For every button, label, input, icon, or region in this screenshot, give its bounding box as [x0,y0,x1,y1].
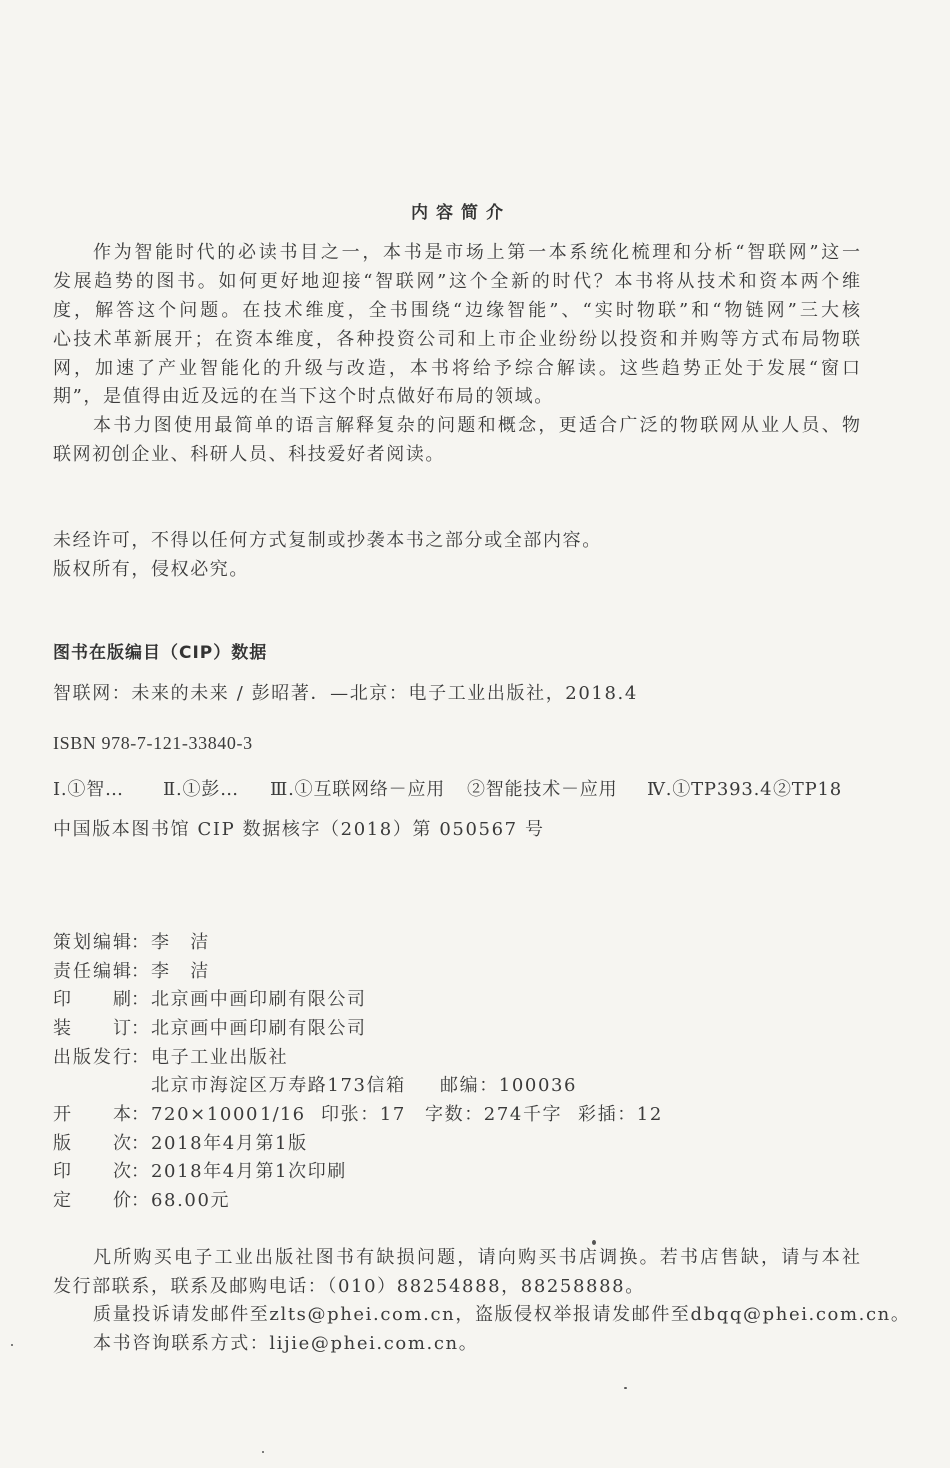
word-count: 字数：274千字 [425,1103,563,1125]
footer-line: 凡所购买电子工业出版社图书有缺损问题，请向购买书店调换。若书店售缺，请与本社 [93,1247,860,1268]
credit-row [53,1187,860,1216]
cip-record: 智联网：未来的未来 / 彭昭著．—北京：电子工业出版社，2018.4 [53,683,638,704]
text-line: 网，加速了产业智能化的升级与改造，本书将给予综合解读。这些趋势正处于发展“窗口 [53,357,860,379]
text-line: 联网初创企业、科研人员、科技爱好者阅读。 [53,444,445,466]
credit-separator: ： [131,989,149,1011]
copyright-notice [53,527,860,584]
credit-separator: ： [131,1017,149,1039]
text-line: 度，解答这个问题。在技术维度，全书围绕“边缘智能”、“实时物联”和“物链网”三大核 [53,299,860,321]
credit-label: 装订 [53,1017,131,1039]
credit-row-address [53,1072,860,1101]
format-fraction: 1/16 [260,1103,306,1125]
credit-value: 电子工业出版社 [151,1046,289,1068]
classification-item: Ⅲ.①互联网络－应用 [270,779,446,800]
credit-separator: ： [131,1103,149,1125]
credit-row [53,1044,860,1073]
credit-value: 2018年4月第1次印刷 [151,1161,347,1183]
credit-row [53,986,860,1015]
credit-label: 责任编辑 [53,960,131,982]
postcode: 邮编：100036 [440,1075,578,1097]
cip-classification [53,780,860,800]
credit-label: 印刷 [53,989,131,1011]
summary-body [53,239,860,470]
credit-row [53,958,860,987]
credit-row [53,929,860,958]
text-line: 心技术革新展开；在资本维度，各种投资公司和上市企业纷纷以投资和并购等方式布局物联 [53,328,860,350]
text-line: 本书力图使用最简单的语言解释复杂的问题和概念，更适合广泛的物联网从业人员、物 [93,415,860,437]
credit-separator: ： [131,1046,149,1068]
credit-row [53,1015,860,1044]
credit-row [53,1158,860,1187]
price: 68.00元 [151,1189,231,1211]
credit-value: 北京画中画印刷有限公司 [151,989,367,1011]
credit-label: 出版发行 [53,1046,131,1068]
publisher-address: 北京市海淀区万寿路173信箱 [151,1075,406,1097]
credit-separator: ： [131,932,149,953]
scan-speck [262,1451,264,1453]
classification-item: ②TP18 [773,779,843,800]
publication-credits [53,929,860,1216]
printed-sheets: 印张：17 [321,1103,406,1125]
classification-item: ②智能技术－应用 [467,779,618,800]
summary-title: 内容简介 [411,203,511,223]
credit-value: 李 洁 [151,960,210,982]
credit-separator: ： [131,1161,149,1183]
notice-line: 版权所有，侵权必究。 [53,558,249,580]
scan-speck [592,1240,596,1245]
cip-approval-number: 中国版本图书馆 CIP 数据核字（2018）第 050567 号 [53,819,545,840]
credit-label: 开本 [53,1103,131,1125]
service-notice [53,1244,911,1359]
color-plates: 彩插：12 [578,1103,663,1125]
credit-label: 定价 [53,1189,131,1211]
credit-separator: ： [131,1189,149,1211]
credit-label: 印次 [53,1161,131,1183]
classification-item: Ⅱ.①彭… [163,779,239,800]
scan-speck [11,1344,13,1346]
footer-line: 本书咨询联系方式：lijie@phei.com.cn。 [93,1332,479,1354]
text-line: 发展趋势的图书。如何更好地迎接“智联网”这个全新的时代？本书将从技术和资本两个维 [53,270,860,292]
notice-line: 未经许可，不得以任何方式复制或抄袭本书之部分或全部内容。 [53,530,602,551]
text-line: 作为智能时代的必读书目之一，本书是市场上第一本系统化梳理和分析“智联网”这一 [93,242,860,263]
text-line: 期”，是值得由近及远的在当下这个时点做好布局的领域。 [53,386,554,408]
credit-row [53,1130,860,1159]
scan-speck [624,1387,627,1389]
footer-line: 发行部联系，联系及邮购电话：（010）88254888，88258888。 [53,1275,645,1297]
summary-paragraph [53,412,860,470]
classification-item: Ⅰ.①智… [53,779,124,800]
isbn: ISBN 978-7-121-33840-3 [53,733,253,753]
classification-item: Ⅳ.①TP393.4 [647,779,773,800]
credit-separator: ： [131,960,149,982]
summary-paragraph [53,239,860,412]
footer-line: 质量投诉请发邮件至zlts@phei.com.cn，盗版侵权举报请发邮件至dbqq@phei.com.cn。 [93,1304,911,1326]
credit-row-format [53,1101,860,1130]
credit-value: 2018年4月第1版 [151,1132,308,1154]
credit-label: 策划编辑 [53,932,131,953]
credit-label: 版次 [53,1132,131,1154]
credit-separator: ： [131,1132,149,1154]
trim-size: 720×1000 [151,1103,260,1125]
credit-value: 李 洁 [151,932,210,953]
cip-heading: 图书在版编目（CIP）数据 [53,643,268,663]
credit-value: 北京画中画印刷有限公司 [151,1017,367,1039]
